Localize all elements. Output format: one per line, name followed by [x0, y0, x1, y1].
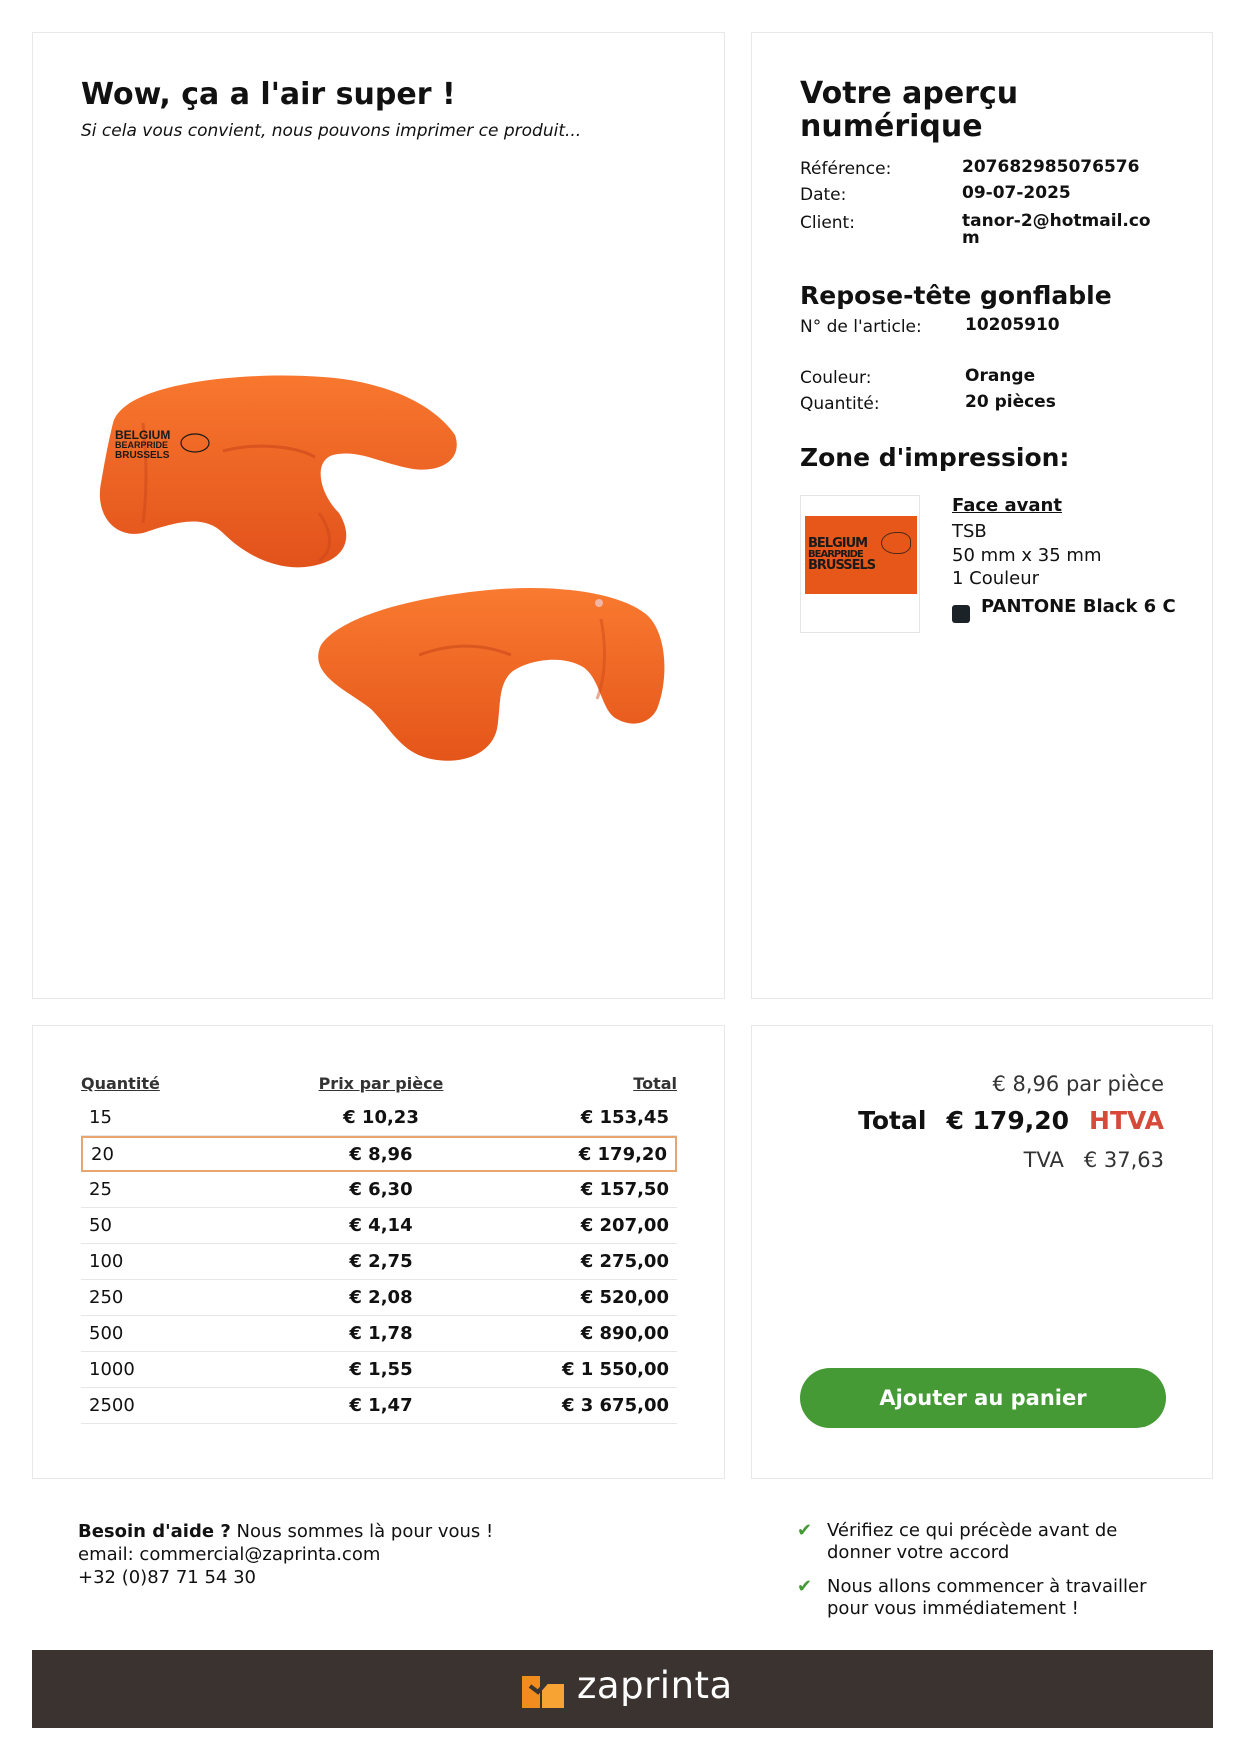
add-to-cart-button[interactable]: Ajouter au panier — [800, 1368, 1166, 1428]
reference-value: 207682985076576 — [962, 157, 1140, 177]
check-icon: ✔ — [797, 1520, 813, 1541]
thumbnail-logo: BELGIUM BEARPRIDE BRUSSELS — [808, 536, 876, 573]
table-row[interactable] — [81, 1352, 677, 1388]
zone-title: Zone d'impression: — [800, 443, 1070, 472]
row-quantity: 20 — [91, 1143, 114, 1165]
table-row[interactable] — [81, 1100, 677, 1136]
quantity-label: Quantité: — [800, 394, 880, 414]
price-card — [32, 1025, 725, 1479]
row-quantity: 250 — [89, 1287, 124, 1308]
client-label: Client: — [800, 213, 855, 233]
preview-title: Wow, ça a l'air super ! — [81, 77, 456, 112]
footer-bar — [32, 1650, 1213, 1728]
price-per-piece: € 8,96 par pièce — [992, 1072, 1164, 1096]
check-text: Nous allons commencer à travailler pour vous immédiatement ! — [827, 1576, 1147, 1619]
check-item — [797, 1520, 1177, 1564]
preview-card — [32, 32, 725, 999]
table-row[interactable] — [81, 1172, 677, 1208]
row-quantity: 1000 — [89, 1359, 135, 1380]
price-table — [81, 1074, 677, 1424]
pantone-swatch — [952, 605, 970, 623]
face-technique: TSB — [952, 521, 987, 542]
htva-label: HTVA — [1089, 1106, 1164, 1135]
header-unit-price: Prix par pièce — [318, 1074, 444, 1093]
help-phone[interactable]: +32 (0)87 71 54 30 — [78, 1567, 256, 1588]
row-total: € 520,00 — [580, 1287, 669, 1308]
row-quantity: 25 — [89, 1179, 112, 1200]
help-bold: Besoin d'aide ? — [78, 1521, 231, 1542]
header-quantity: Quantité — [81, 1074, 160, 1093]
face-size: 50 mm x 35 mm — [952, 545, 1102, 566]
quantity-row — [800, 394, 1175, 414]
total-label: Total — [858, 1106, 927, 1135]
preview-subtitle: Si cela vous convient, nous pouvons imprimer ce produit... — [81, 121, 582, 141]
pantone-label: PANTONE Black 6 C — [981, 596, 1176, 617]
color-value: Orange — [965, 366, 1036, 386]
print-logo-line-2: BEARPRIDE — [115, 440, 169, 450]
table-row[interactable] — [81, 1316, 677, 1352]
row-unit-price: € 6,30 — [349, 1179, 413, 1200]
row-unit-price: € 1,55 — [349, 1359, 413, 1380]
check-text: Vérifiez ce qui précède avant de donner votre accord — [827, 1520, 1118, 1563]
row-total: € 3 675,00 — [561, 1395, 669, 1416]
quantity-value: 20 pièces — [965, 392, 1056, 412]
brand-name: zaprinta — [577, 1664, 733, 1707]
help-section — [78, 1520, 493, 1589]
table-row[interactable] — [81, 1136, 677, 1172]
total-value: € 179,20 — [946, 1106, 1070, 1135]
row-unit-price: € 1,47 — [349, 1395, 413, 1416]
price-rows — [81, 1100, 677, 1424]
zaprinta-logo-icon — [522, 1670, 564, 1710]
row-unit-price: € 2,08 — [349, 1287, 413, 1308]
color-row — [800, 368, 1175, 388]
row-total: € 890,00 — [580, 1323, 669, 1344]
product-image-back — [301, 559, 711, 799]
row-total: € 179,20 — [578, 1143, 667, 1165]
client-row — [800, 213, 1162, 247]
row-total: € 157,50 — [580, 1179, 669, 1200]
check-item — [797, 1576, 1177, 1620]
tva-line — [1024, 1148, 1164, 1172]
article-row — [800, 317, 1175, 337]
table-row[interactable] — [81, 1208, 677, 1244]
tva-value: € 37,63 — [1083, 1148, 1164, 1172]
row-quantity: 15 — [89, 1107, 112, 1128]
reference-row — [800, 159, 1172, 179]
print-logo-line-3: BRUSSELS — [115, 450, 170, 461]
summary-title: Votre aperçu numérique — [800, 76, 1019, 144]
face-colors: 1 Couleur — [952, 568, 1040, 589]
reference-label: Référence: — [800, 159, 892, 179]
print-logo-line-1: BELGIUM — [115, 428, 171, 442]
header-total: Total — [633, 1074, 677, 1093]
date-row — [800, 185, 1172, 205]
tva-label: TVA — [1023, 1148, 1064, 1172]
date-value: 09-07-2025 — [962, 183, 1071, 203]
row-quantity: 100 — [89, 1251, 124, 1272]
row-unit-price: € 4,14 — [349, 1215, 413, 1236]
row-unit-price: € 2,75 — [349, 1251, 413, 1272]
article-label: N° de l'article: — [800, 317, 922, 337]
table-row[interactable] — [81, 1280, 677, 1316]
row-unit-price: € 8,96 — [349, 1143, 413, 1165]
print-preview-thumbnail[interactable] — [800, 495, 920, 633]
check-icon: ✔ — [797, 1576, 813, 1597]
row-total: € 275,00 — [580, 1251, 669, 1272]
client-value: tanor-2@hotmail.com — [962, 211, 1151, 248]
face-avant-link[interactable]: Face avant — [952, 495, 1062, 516]
total-card — [751, 1025, 1213, 1479]
checklist — [797, 1520, 1177, 1632]
row-unit-price: € 10,23 — [343, 1107, 419, 1128]
row-unit-price: € 1,78 — [349, 1323, 413, 1344]
date-label: Date: — [800, 185, 847, 205]
row-total: € 207,00 — [580, 1215, 669, 1236]
row-total: € 153,45 — [580, 1107, 669, 1128]
row-quantity: 50 — [89, 1215, 112, 1236]
help-text: Nous sommes là pour vous ! — [236, 1521, 494, 1542]
row-total: € 1 550,00 — [561, 1359, 669, 1380]
bear-logo-icon — [881, 532, 911, 554]
table-row[interactable] — [81, 1244, 677, 1280]
row-quantity: 2500 — [89, 1395, 135, 1416]
row-quantity: 500 — [89, 1323, 124, 1344]
summary-card — [751, 32, 1213, 999]
product-title: Repose-tête gonflable — [800, 281, 1112, 310]
color-label: Couleur: — [800, 368, 872, 388]
help-email[interactable]: email: commercial@zaprinta.com — [78, 1544, 381, 1565]
price-table-header — [81, 1074, 677, 1100]
print-area-swatch — [805, 516, 917, 594]
table-row[interactable] — [81, 1388, 677, 1424]
total-line — [858, 1106, 1164, 1135]
article-value: 10205910 — [965, 315, 1060, 335]
